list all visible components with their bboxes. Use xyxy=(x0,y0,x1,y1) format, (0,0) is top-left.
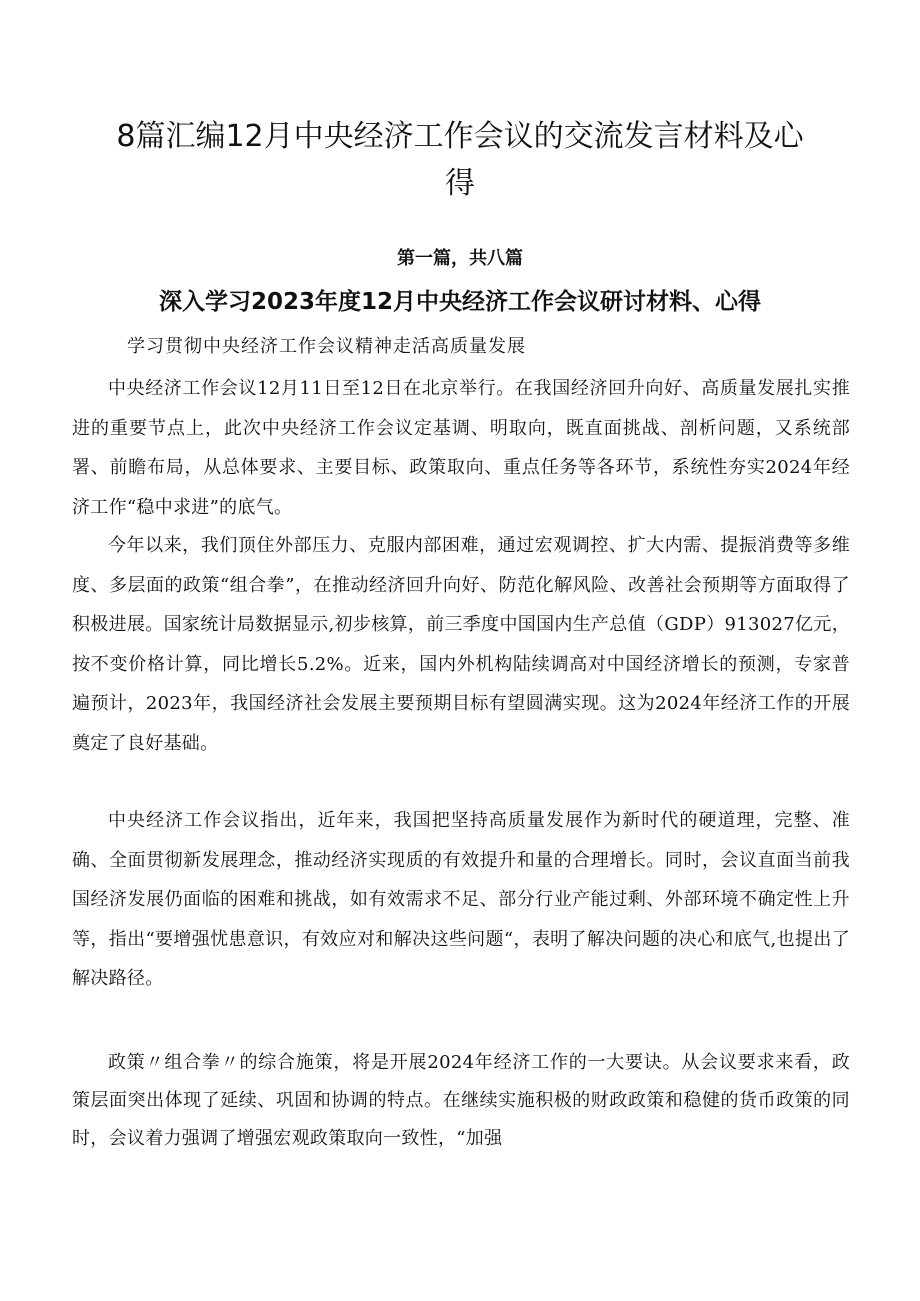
paragraph: 中央经济工作会议指出，近年来，我国把坚持高质量发展作为新时代的硬道理，完整、准确、全面贯彻新发展理念，推动经济实现质的有效提升和量的合理增长。同时，会议直面当前我国经济发展仍面临的困难和挑战，如有效需求不足、部分行业产能过剩、外部环境不确定性上升等，指出“要增强忧患意识，有效应对和解决这些问题“，表明了解决问题的决心和底气,也提出了解决路径。 xyxy=(72,810,850,989)
paragraph: 中央经济工作会议12月11日至12日在北京举行。在我国经济回升向好、高质量发展扎实推进的重要节点上，此次中央经济工作会议定基调、明取向，既直面挑战、剖析问题，又系统部署、前瞻布局，从总体要求、主要目标、政策取向、重点任务等各环节，系统性夯实2024年经济工作“稳中求进”的底气。 xyxy=(72,378,850,518)
section-label: 第一篇，共八篇 xyxy=(397,248,523,269)
section-title: 深入学习2023年度12月中央经济工作会议研讨材料、心得 xyxy=(158,289,762,315)
article-subtitle: 学习贯彻中央经济工作会议精神走活高质量发展 xyxy=(127,336,526,357)
paragraph: 政策〃组合拳〃的综合施策，将是开展2024年经济工作的一大要诀。从会议要求来看，政策层面突出体现了延续、巩固和协调的特点。在继续实施积极的财政政策和稳健的货币政策的同时，会议着力强调了增强宏观政策取向一致性，“加强 xyxy=(72,1052,850,1149)
paragraph: 今年以来，我们顶住外部压力、克服内部困难，通过宏观调控、扩大内需、提振消费等多维度、多层面的政策“组合拳”，在推动经济回升向好、防范化解风险、改善社会预期等方面取得了积极进展。国家统计局数据显示,初步核算，前三季度中国国内生产总值（GDP）913027亿元，按不变价格计算，同比增长5.2%。近来，国内外机构陆续调高对中国经济增长的预测，专家普遍预计，2023年，我国经济社会发展主要预期目标有望圆满实现。这为2024年经济工作的开展奠定了良好基础。 xyxy=(72,535,850,754)
document-title: 8篇汇编12月中央经济工作会议的交流发言材料及心得 xyxy=(116,119,804,201)
